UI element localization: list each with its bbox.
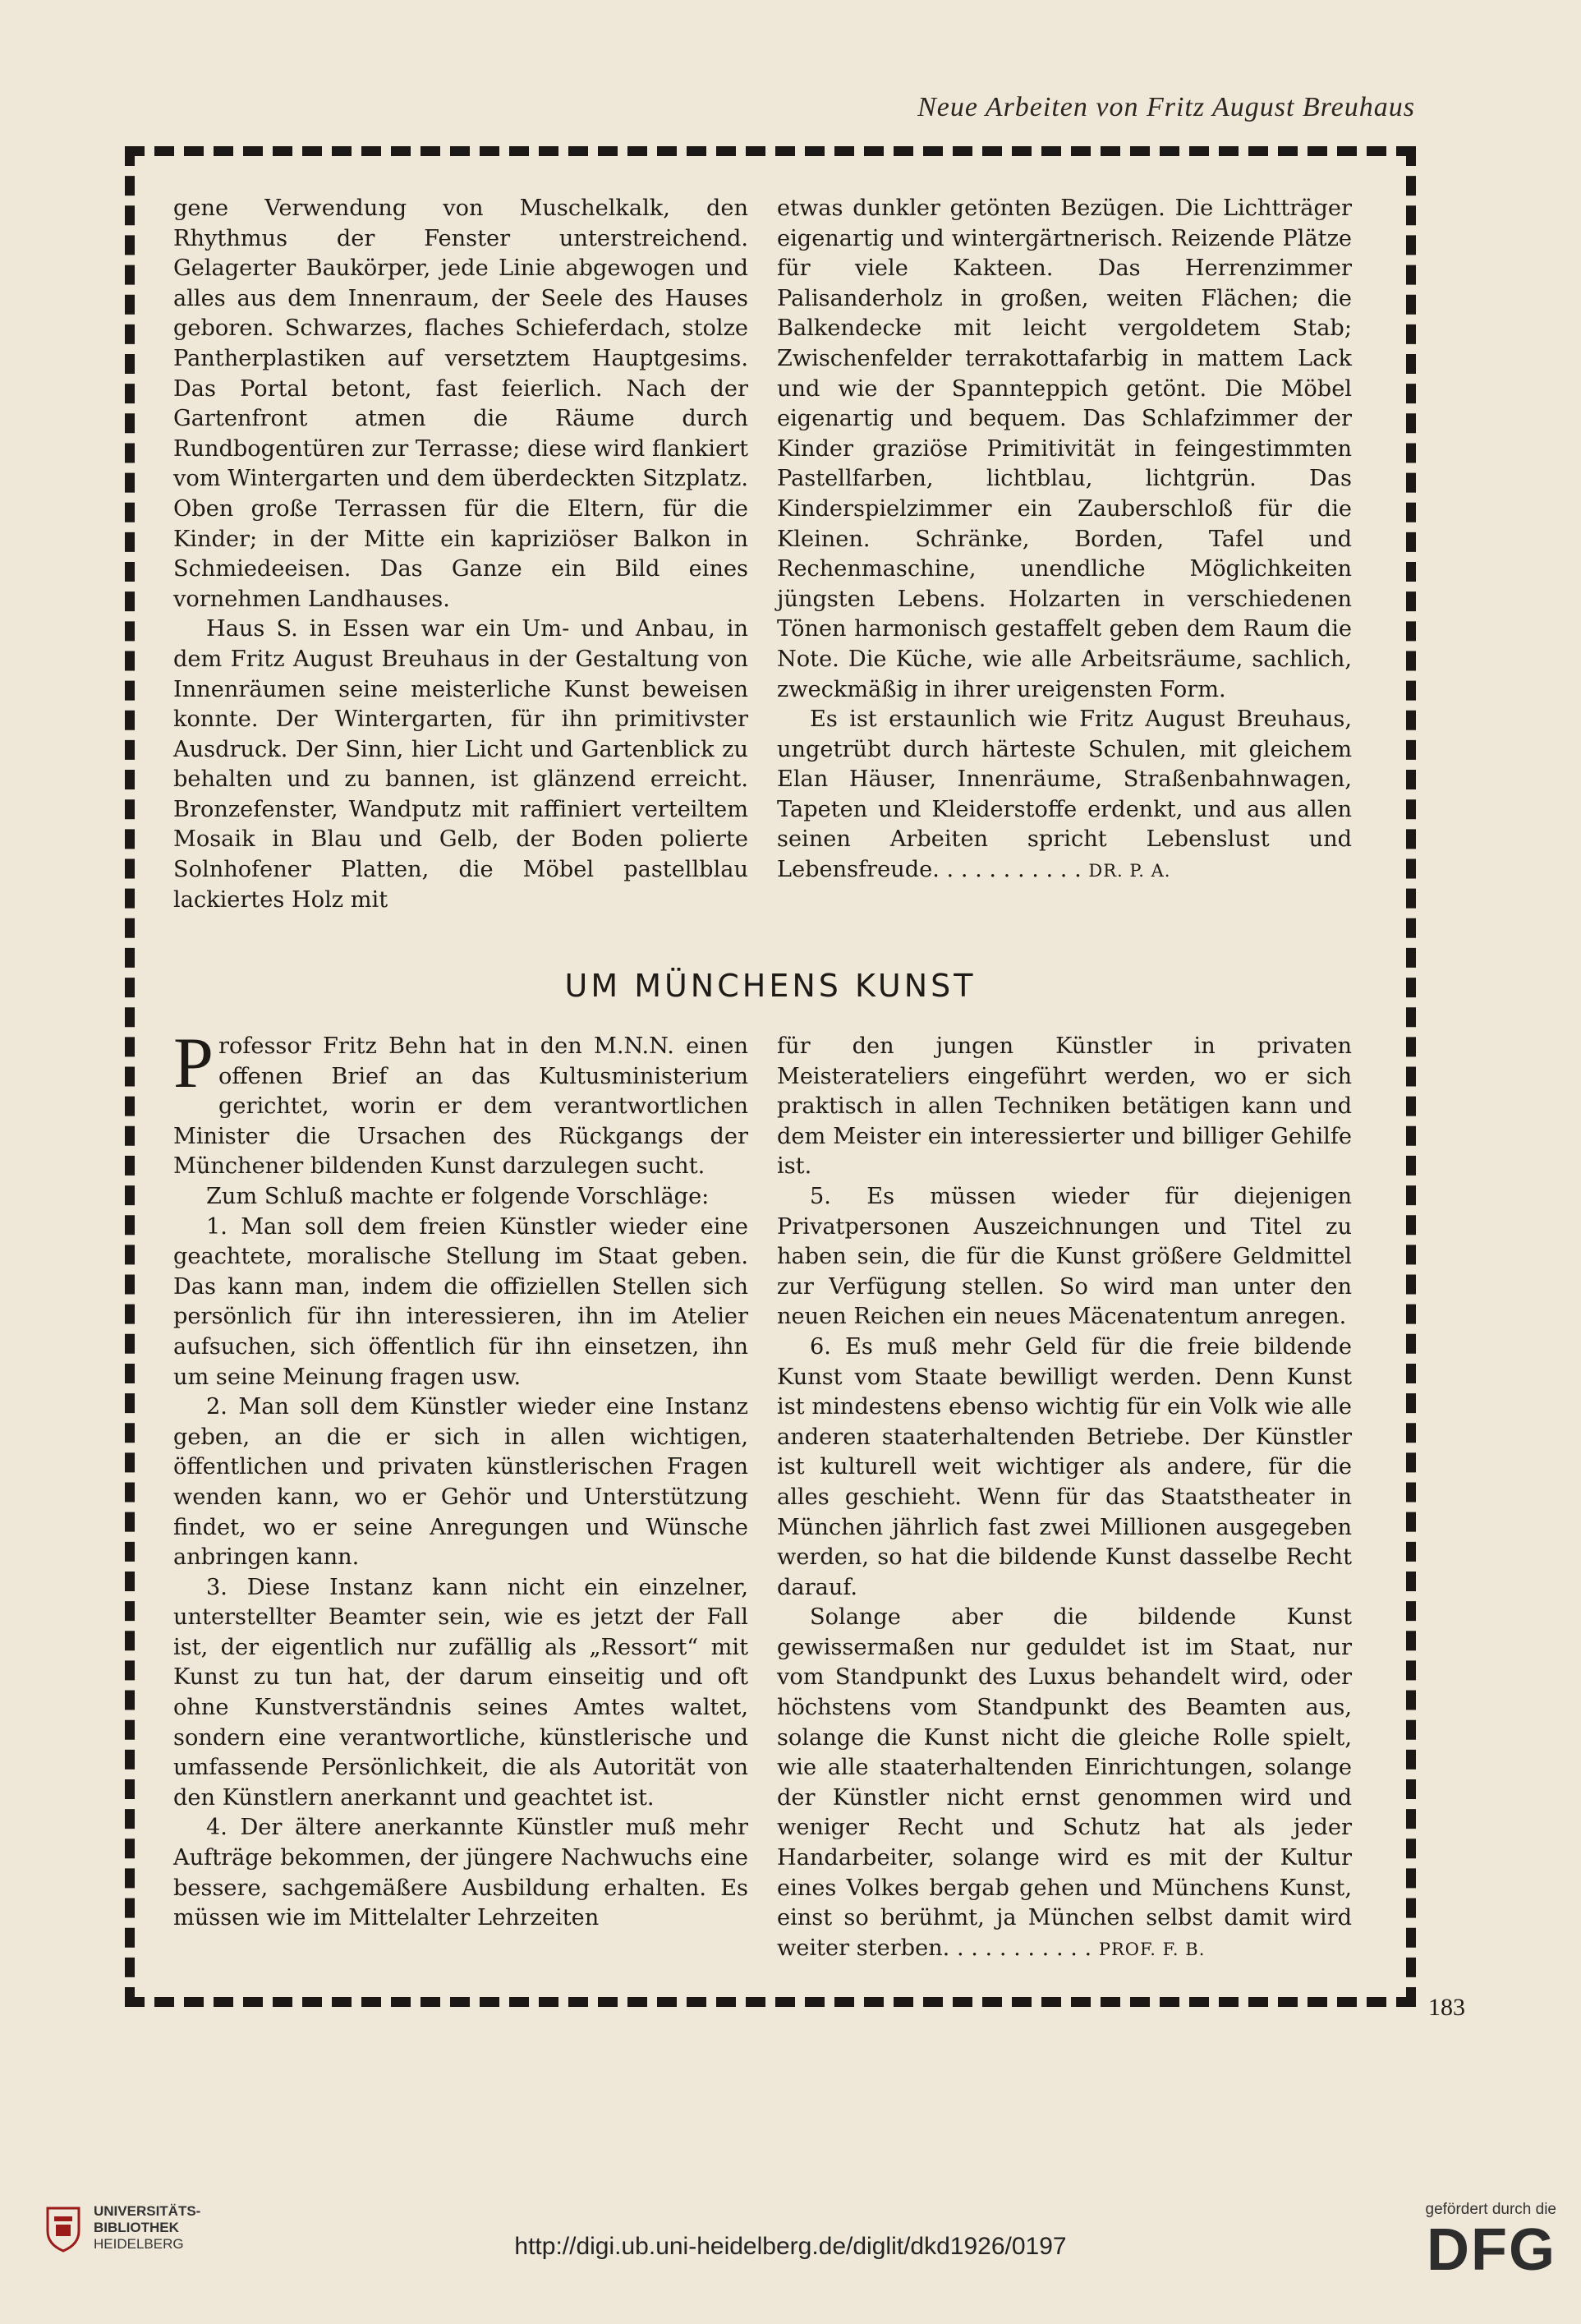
- article-top-left-column: [173, 194, 748, 915]
- paragraph: [777, 1603, 1352, 1964]
- paragraph: gene Verwendung von Muschelkalk, den Rhythmus der Fenster unterstreichend. Gelagerter Baukörper, jede Linie abgewogen und alles aus dem Innenraum, der Seele des Hauses geboren. Schwarzes, flaches Schieferdach, stolze Pantherplastiken auf versetztem Hauptgesims. Das Portal betont, fast feierlich. Nach der Gartenfront atmen die Räume durch Rundbogentüren zur Terrasse; diese wird flankiert vom Wintergarten und dem überdeckten Sitzplatz. Oben große Terrassen für die Eltern, für die Kinder; in der Mitte ein kapriziöser Balkon in Schmiedeeisen. Das Ganze ein Bild eines vornehmen Landhauses.: [173, 196, 748, 612]
- article-top-right-column: [777, 194, 1352, 886]
- paragraph: Zum Schluß machte er folgende Vorschläge:: [206, 1183, 710, 1209]
- source-url-link[interactable]: http://digi.ub.uni-heidelberg.de/diglit/dkd1926/0197: [514, 2233, 1067, 2260]
- paragraph: [173, 1024, 748, 1182]
- library-name-line: BIBLIOTHEK: [94, 2220, 179, 2235]
- drop-cap: P: [173, 1024, 214, 1103]
- paragraph: [777, 705, 1352, 886]
- dfg-credit[interactable]: [1426, 2201, 1557, 2281]
- article-bottom-right-column: [777, 1032, 1352, 1964]
- dfg-caption: gefördert durch die: [1425, 2201, 1556, 2218]
- dfg-logo: DFG: [1427, 2217, 1556, 2283]
- paragraph: für den jungen Künstler in privaten Meisterateliers eingeführt werden, wo er sich praktisch in allen Techniken betätigen kann und dem Meister ein interessierter und billiger Gehilfe ist.: [777, 1033, 1352, 1180]
- page-number: 183: [1428, 1994, 1465, 2021]
- paragraph-text: Solange aber die bildende Kunst gewissermaßen nur geduldet ist im Staat, nur vom Standpunkt des Luxus behandelt wird, oder höchstens vom Standpunkt des Beamten aus, solange die Kunst nicht die gleiche Rolle spielt, wie alle staaterhaltenden Einrichtungen, solange der Künstler nicht ernst genommen wird und weniger Recht und Schutz hat als jeder Handarbeiter, solange wird es mit der Kultur eines Volkes bergab gehen und Münchens Kunst, einst so berühmt, ja München selbst damit wird weiter sterben. . . . . . . . . . .: [777, 1604, 1352, 1961]
- article-bottom-left-column: [173, 1024, 748, 1934]
- library-name-line: UNIVERSITÄTS-: [94, 2203, 201, 2219]
- paragraph: Haus S. in Essen war ein Um- und Anbau, in dem Fritz August Breuhaus in der Gestaltung von Innenräumen seine meisterliche Kunst beweisen konnte. Der Wintergarten, für ihn primitivster Ausdruck. Der Sinn, hier Licht und Gartenblick zu behalten und zu bannen, ist glänzend erreicht. Bronzefenster, Wandputz mit raffiniert verteiltem Mosaik in Blau und Gelb, der Boden polierte Solnhofener Platten, die Möbel pastellblau lackiertes Holz mit: [173, 616, 748, 913]
- paragraph: 5. Es müssen wieder für diejenigen Privatpersonen Auszeichnungen und Titel zu haben sein, die für die Kunst größere Geldmittel zur Verfügung stellen. So wird man unter den neuen Reichen ein neues Mäcenatentum anregen.: [777, 1183, 1352, 1330]
- paragraph: etwas dunkler getönten Bezügen. Die Lichtträger eigenartig und wintergärtnerisch. Reizende Plätze für viele Kakteen. Das Herrenzimmer Palisanderholz in großen, weiten Flächen; die Balkendecke mit leicht vergoldetem Stab; Zwischenfelder terrakottafarbig in mattem Lack und wie der Spannteppich getönt. Die Möbel eigenartig und bequem. Das Schlafzimmer der Kinder graziöse Primitivität in feingestimmten Pastellfarben, lichtblau, lichtgrün. Das Kinderspielzimmer ein Zauberschloß für die Kleinen. Schränke, Borden, Tafel und Rechenmaschine, unendliche Möglichkeiten jüngsten Lebens. Holzarten in verschiedenen Tönen harmonisch gestaffelt geben dem Raum die Note. Die Küche, wie alle Arbeitsräume, sachlich, zweckmäßig in ihrer ureigensten Form.: [777, 196, 1352, 702]
- section-heading: UM MÜNCHENS KUNST: [564, 968, 977, 1004]
- paragraph-text: Es ist erstaunlich wie Fritz August Breuhaus, ungetrübt durch härteste Schulen, mit gleichem Elan Häuser, Innenräume, Straßenbahnwagen, Tapeten und Kleiderstoffe erdenkt, und aus allen seinen Arbeiten spricht Lebenslust und Lebensfreude. . . . . . . . . . .: [777, 706, 1352, 883]
- paragraph: 3. Diese Instanz kann nicht ein einzelner, unterstellter Beamter sein, wie es jetzt der Fall ist, der eigentlich nur zufällig als „Ressort“ mit Kunst zu tun hat, der darum einseitig und oft ohne Kunstverständnis seines Amtes waltet, sondern eine verantwortliche, künstlerische und umfassende Persönlichkeit, die als Autorität von den Künstlern anerkannt und geachtet ist.: [173, 1574, 748, 1811]
- paragraph: 2. Man soll dem Künstler wieder eine Instanz geben, an die er sich in allen wichtigen, öffentlichen und privaten künstlerischen Fragen wenden kann, wo er Gehör und Unterstützung findet, wo er seine Anregungen und Wünsche anbringen kann.: [173, 1394, 748, 1571]
- author-signature: PROF. F. B.: [1098, 1939, 1206, 1959]
- paragraph: 6. Es muß mehr Geld für die freie bildende Kunst vom Staate bewilligt werden. Denn Kunst ist mindestens ebenso wichtig für ein Volk wie alle anderen staaterhaltenden Betriebe. Der Künstler ist kulturell weit wichtiger als andere, für die alles geschieht. Wenn für das Staatstheater in München jährlich fast zwei Millionen ausgegeben werden, so hat die bildende Kunst dasselbe Recht darauf.: [777, 1333, 1352, 1600]
- library-name-line: HEIDELBERG: [94, 2236, 184, 2252]
- paragraph-text: rofessor Fritz Behn hat in den M.N.N. einen offenen Brief an das Kultusministerium gerichtet, worin er dem verantwortlichen Minister die Ursachen des Rückgangs der Münchener bildenden Kunst darzulegen sucht.: [173, 1033, 748, 1180]
- running-head: Neue Arbeiten von Fritz August Breuhaus: [917, 92, 1415, 122]
- author-signature: DR. P. A.: [1088, 861, 1171, 881]
- paragraph: 4. Der ältere anerkannte Künstler muß mehr Aufträge bekommen, der jüngere Nachwuchs eine bessere, sachgemäßere Ausbildung erhalten. Es müssen wie im Mittelalter Lehrzeiten: [173, 1815, 748, 1931]
- paragraph: 1. Man soll dem freien Künstler wieder eine geachtete, moralische Stellung im Staat geben. Das kann man, indem die offiziellen Stellen sich persönlich für ihn interessieren, ihn im Atelier aufsuchen, sich öffentlich für ihn einsetzen, ihn um seine Meinung fragen usw.: [173, 1213, 748, 1390]
